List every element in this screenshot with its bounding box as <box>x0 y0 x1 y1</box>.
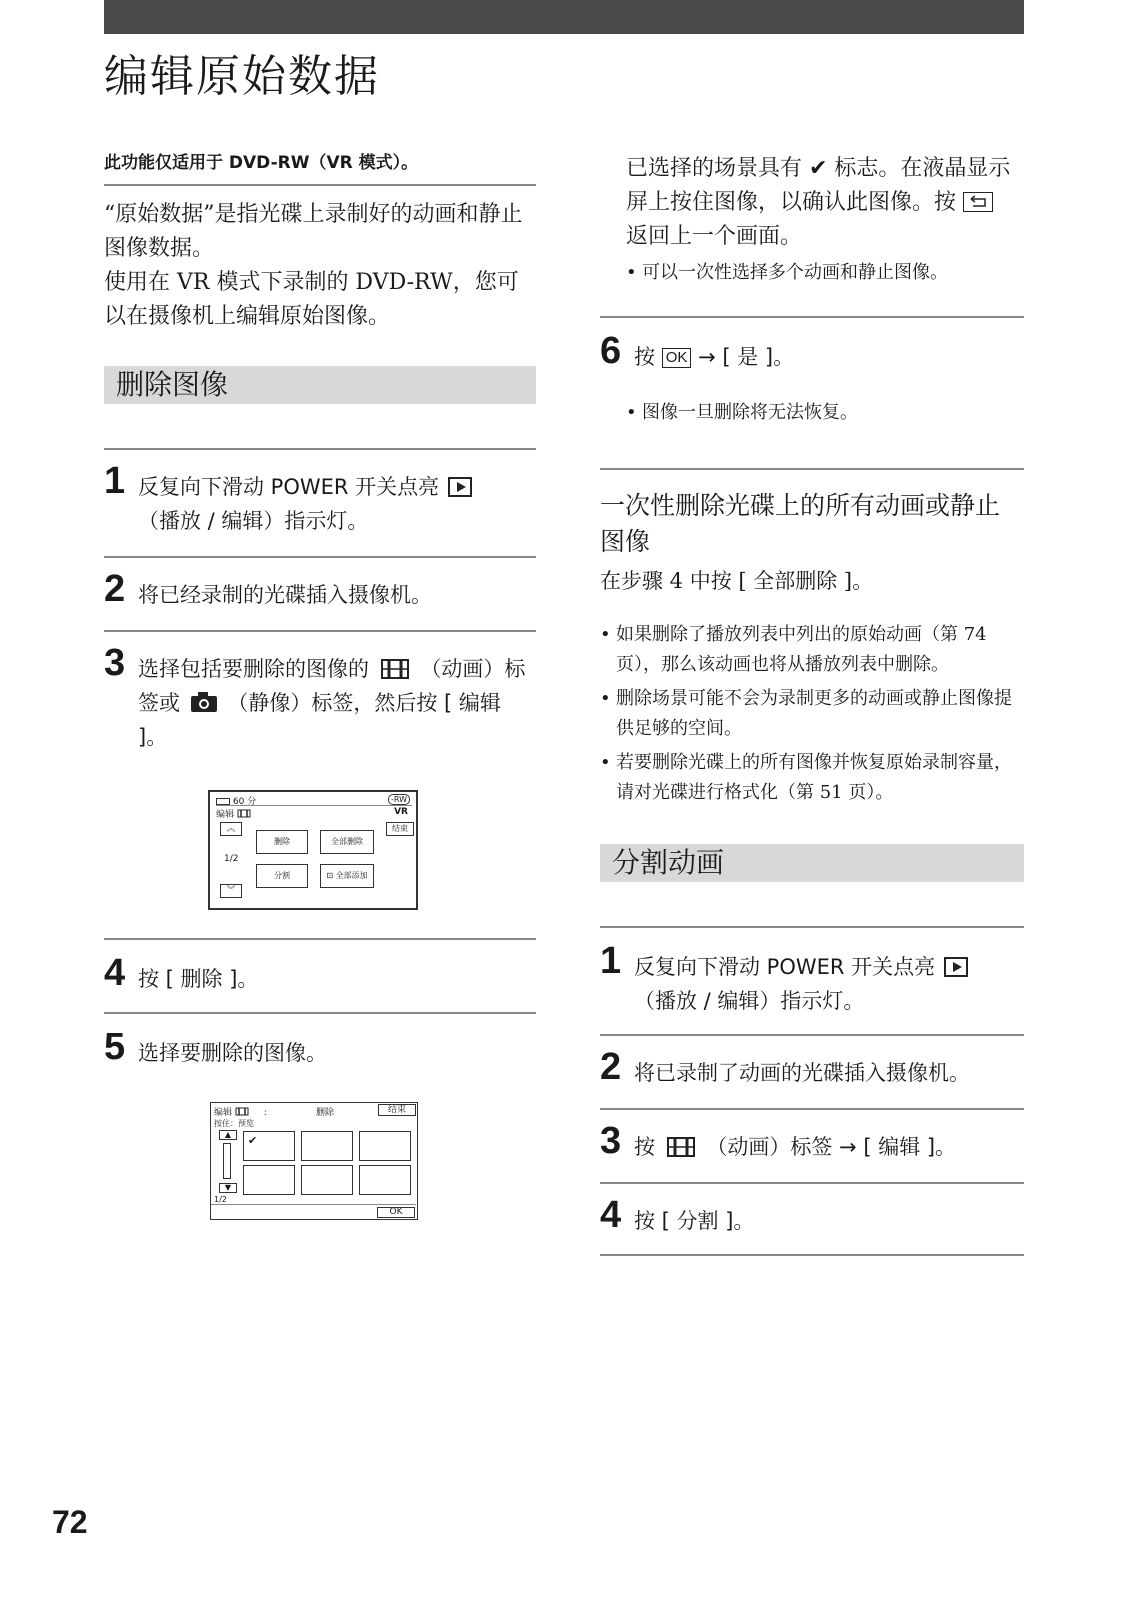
step-text: 选择要删除的图像。 <box>138 1041 327 1065</box>
selection-instruction: 已选择的场景具有 ✔ 标志。在液晶显示屏上按住图像，以确认此图像。按 <box>626 156 1011 215</box>
film-icon <box>235 1107 249 1116</box>
step-text: 将已录制了动画的光碟插入摄像机。 <box>634 1061 970 1085</box>
end-button[interactable]: 结束 <box>378 1104 416 1116</box>
step-text: 将已经录制的光碟插入摄像机。 <box>138 583 432 607</box>
divide-button[interactable]: 分割 <box>256 864 308 888</box>
scroll-down-button[interactable]: ▼ <box>219 1183 237 1193</box>
recording-mode: VR <box>394 807 408 817</box>
divider <box>600 468 1024 470</box>
section-heading-delete: 删除图像 <box>104 366 536 404</box>
film-icon <box>666 1136 696 1158</box>
checkmark-icon: ✔ <box>248 1134 258 1147</box>
divide-step-2 <box>600 1046 1024 1090</box>
edit-label: 编辑 <box>214 1108 233 1118</box>
step-number: 2 <box>104 568 126 610</box>
return-icon <box>963 192 993 212</box>
step-number: 1 <box>104 460 126 502</box>
continuation-text <box>600 152 1024 288</box>
scrollbar[interactable] <box>223 1143 231 1179</box>
divider <box>104 938 536 940</box>
step-5 <box>104 1026 536 1070</box>
add-all-label: 全部添加 <box>335 871 368 880</box>
step-6 <box>600 330 1024 428</box>
divider <box>104 448 536 450</box>
step-number: 6 <box>600 330 622 372</box>
divider <box>600 316 1024 318</box>
scroll-up-button[interactable]: ︽ <box>220 822 242 836</box>
subsection-heading: 一次性删除光碟上的所有动画或静止图像 <box>600 491 1001 556</box>
intro-text <box>104 198 536 334</box>
step-text: 反复向下滑动 POWER 开关点亮 <box>138 475 440 499</box>
divider <box>104 1012 536 1014</box>
note-bullet: • 若要删除光碟上的所有图像并恢复原始录制容量，请对光碟进行格式化（第 51 页）。 <box>600 748 1024 808</box>
scroll-down-button[interactable]: ︾ <box>220 884 242 898</box>
preview-hint: 按住：预览 <box>214 1119 254 1128</box>
step-number: 5 <box>104 1026 126 1068</box>
page-number: 72 <box>52 1504 88 1540</box>
notes-list <box>600 620 1024 808</box>
step-number: 2 <box>600 1046 622 1088</box>
step-3 <box>104 642 536 754</box>
add-icon: ⊡ <box>326 871 336 880</box>
divider <box>600 1034 1024 1036</box>
step-text: （播放 / 编辑）指示灯。 <box>634 989 865 1013</box>
step-text: 按 <box>634 1135 655 1159</box>
divide-step-4 <box>600 1194 1024 1238</box>
disc-type: -RW <box>388 794 410 805</box>
step-4 <box>104 952 536 996</box>
step-text: 按 <box>634 345 655 369</box>
battery-icon <box>216 798 230 805</box>
intro-paragraph-1: “原始数据”是指光碟上录制好的动画和静止图像数据。 <box>104 202 523 261</box>
ok-button[interactable]: OK <box>377 1207 415 1218</box>
add-all-button[interactable] <box>320 864 374 888</box>
battery-remaining: 60 分 <box>232 797 257 807</box>
step-number: 4 <box>600 1194 622 1236</box>
section-heading-divide: 分割动画 <box>600 844 1024 882</box>
divide-step-1 <box>600 940 1024 1018</box>
mode-label: 删除 <box>316 1108 335 1118</box>
divider <box>104 556 536 558</box>
delete-button[interactable]: 删除 <box>256 830 308 854</box>
divider <box>600 926 1024 928</box>
note-bullet: • 可以一次性选择多个动画和静止图像。 <box>626 258 1024 288</box>
lcd-select-screen <box>210 1102 418 1220</box>
page-indicator: 1/2 <box>224 854 239 864</box>
applies-note: 此功能仅适用于 DVD-RW（VR 模式）。 <box>104 153 419 173</box>
step-text: （动画）标签 → [ 编辑 ]。 <box>706 1135 957 1159</box>
step-number: 1 <box>600 940 622 982</box>
delete-all-button[interactable]: 全部删除 <box>320 830 374 854</box>
delete-all-subsection <box>600 488 1024 598</box>
divider <box>600 1182 1024 1184</box>
return-instruction: 返回上一个画面。 <box>626 224 803 249</box>
note-bullet: • 如果删除了播放列表中列出的原始动画（第 74 页），那么该动画也将从播放列表中删除。 <box>600 620 1024 680</box>
divider <box>600 1254 1024 1256</box>
step-2 <box>104 568 536 612</box>
step-text: （静像）标签，然后按 [ 编辑 ]。 <box>138 691 501 749</box>
end-button[interactable]: 结束 <box>386 822 414 836</box>
scroll-up-button[interactable]: ▲ <box>219 1130 237 1140</box>
divider <box>104 184 536 186</box>
film-icon <box>237 809 251 818</box>
note-bullet: • 图像一旦删除将无法恢复。 <box>626 398 1024 428</box>
divider <box>104 630 536 632</box>
step-text: 按 [ 删除 ]。 <box>138 967 259 991</box>
divide-step-3 <box>600 1120 1024 1164</box>
thumbnail[interactable] <box>243 1131 295 1161</box>
note-bullet: • 删除场景可能不会为录制更多的动画或静止图像提供足够的空间。 <box>600 684 1024 744</box>
header-bar <box>104 0 1024 34</box>
play-icon <box>448 477 472 497</box>
ok-key: OK <box>662 348 692 368</box>
step-text: 按 [ 分割 ]。 <box>634 1209 755 1233</box>
thumbnail[interactable] <box>243 1165 295 1195</box>
step-text: 选择包括要删除的图像的 <box>138 657 369 681</box>
edit-tab-label: 编辑 <box>216 810 235 820</box>
step-number: 3 <box>600 1120 622 1162</box>
step-text: （播放 / 编辑）指示灯。 <box>138 509 369 533</box>
play-icon <box>944 957 968 977</box>
thumbnail[interactable] <box>301 1131 353 1161</box>
page-title: 编辑原始数据 <box>104 51 380 102</box>
film-icon <box>380 658 410 680</box>
step-text: → [ 是 ]。 <box>698 345 795 369</box>
camera-icon <box>190 691 218 713</box>
step-number: 3 <box>104 642 126 684</box>
step-text: （动画）标签或 <box>138 657 526 715</box>
step-1 <box>104 460 536 538</box>
subsection-body: 在步骤 4 中按 [ 全部删除 ]。 <box>600 569 874 593</box>
lcd-edit-screen <box>208 790 418 910</box>
intro-paragraph-2: 使用在 VR 模式下录制的 DVD-RW，您可以在摄像机上编辑原始图像。 <box>104 270 519 329</box>
thumbnail[interactable] <box>359 1165 411 1195</box>
separator: : <box>263 1108 267 1118</box>
thumbnail[interactable] <box>301 1165 353 1195</box>
page-indicator: 1/2 <box>214 1195 227 1204</box>
step-text: 反复向下滑动 POWER 开关点亮 <box>634 955 936 979</box>
thumbnail[interactable] <box>359 1131 411 1161</box>
step-number: 4 <box>104 952 126 994</box>
divider <box>600 1108 1024 1110</box>
